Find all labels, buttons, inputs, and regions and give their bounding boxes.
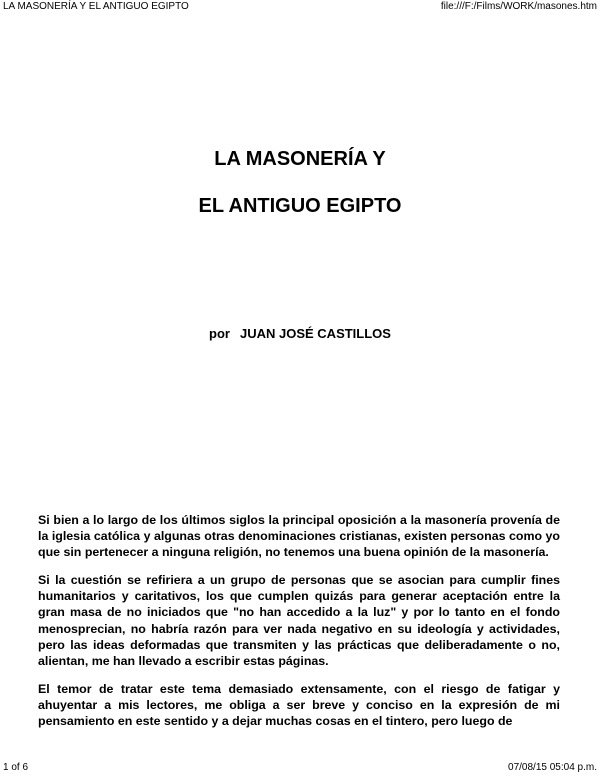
author-name: JUAN JOSÉ CASTILLOS [239,326,391,341]
byline [0,326,600,342]
byline-prefix: por [209,326,230,341]
document-title-line-2: EL ANTIGUO EGIPTO [198,195,402,217]
paragraph: Si bien a lo largo de los últimos siglos la principal oposición a la masonería provenía de la iglesia católica y algunas otras denominaciones cristianas, existen personas como yo que sin pertenecer a ninguna religión, no tenemos una buena opinión de la masonería. [38,513,560,560]
print-header-url: file:///F:/Films/WORK/masones.htm [440,1,597,12]
paragraph: Si la cuestión se refiriera a un grupo de personas que se asocian para cumplir fines humanitarios y caritativos, los que cumplen quizás para generar aceptación entre la gran masa de no iniciados que "no han accedido a la luz" y por lo tanto en el fondo menosprecian, no habría razón para ver nada negativo en su ideología y actividades, pero las ideas deformadas que transmiten y las prácticas que deliberadamente o no, alientan, me han llevado a escribir estas páginas. [38,573,560,668]
print-footer-page-indicator: 1 of 6 [3,762,29,773]
document-body [38,512,560,729]
print-header-title: LA MASONERÍA Y EL ANTIGUO EGIPTO [3,1,189,12]
document-title-line-1: LA MASONERÍA Y [214,148,386,170]
paragraph: El temor de tratar este tema demasiado extensamente, con el riesgo de fatigar y ahuyentar a mis lectores, me obliga a ser breve y conciso en la expresión de mi pensamiento en este sentido y a dejar muchas cosas en el tintero, pero luego de [38,681,560,729]
print-footer-timestamp: 07/08/15 05:04 p.m. [508,762,597,773]
